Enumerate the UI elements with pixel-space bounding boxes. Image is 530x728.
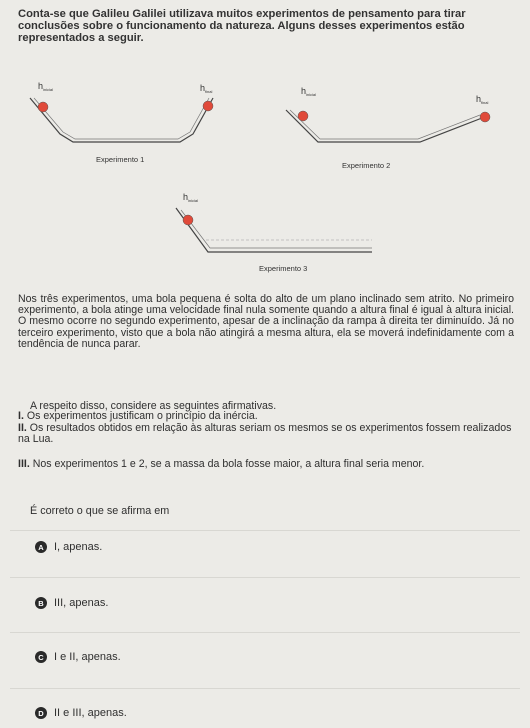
divider (10, 530, 520, 531)
statement-number: I. (18, 410, 24, 422)
option-text: II e III, apenas. (54, 707, 127, 719)
statement-2 (18, 423, 516, 445)
statement-number: II. (18, 422, 27, 434)
h-final-label-exp1: $h_{final}$ (200, 83, 213, 94)
divider (10, 632, 520, 633)
statement-number: III. (18, 458, 30, 470)
h-initial-label-exp3: $h_{inicial}$ (183, 192, 199, 203)
ball-exp3-start (183, 215, 193, 225)
h-initial-label-exp2: $h_{inicial}$ (301, 86, 317, 97)
experiment-1-diagram (30, 81, 213, 164)
ball-exp1-end (203, 101, 213, 111)
divider (10, 688, 520, 689)
statement-1 (18, 411, 516, 422)
experiments-diagram (0, 70, 530, 280)
option-a[interactable] (35, 537, 505, 557)
option-letter-badge: A (35, 541, 47, 553)
option-d[interactable] (35, 703, 505, 723)
question-prompt: A respeito disso, considere as seguintes afirmativas. (30, 400, 277, 412)
experiment-2-label: Experimento 2 (342, 161, 391, 170)
divider (10, 577, 520, 578)
h-initial-label-exp1: $h_{inicial}$ (38, 81, 54, 92)
option-text: I, apenas. (54, 541, 103, 553)
option-letter-badge: D (35, 707, 47, 719)
statement-text: Os experimentos justificam o princípio da inércia. (26, 410, 258, 422)
answer-prompt: É correto o que se afirma em (30, 505, 170, 517)
statement-text: Nos experimentos 1 e 2, se a massa da bola fosse maior, a altura final seria menor. (32, 458, 425, 470)
experiment-1-label: Experimento 1 (96, 155, 145, 164)
statement-text: Os resultados obtidos em relação às alturas seriam os mesmos se os experimentos fossem realizados na Lua. (18, 422, 512, 446)
option-letter-badge: B (35, 597, 47, 609)
experiments-figure (0, 70, 530, 280)
option-c[interactable] (35, 647, 505, 667)
option-text: III, apenas. (54, 597, 109, 609)
ball-exp2-end (480, 112, 490, 122)
option-b[interactable] (35, 593, 505, 613)
intro-text: Conta-se que Galileu Galilei utilizava muitos experimentos de pensamento para tirar conclusões sobre o funcionamento da natureza. Alguns desses experimentos estão representados a seguir. (18, 8, 466, 44)
option-letter-badge: C (35, 651, 47, 663)
experiment-3-label: Experimento 3 (259, 264, 308, 273)
option-text: I e II, apenas. (54, 651, 121, 663)
explanation-paragraph: Nos três experimentos, uma bola pequena é solta do alto de um plano inclinado sem atrito. No primeiro experimento, a bola atinge uma velocidade final nula somente quando a altura final é igual à altura inicial. O mesmo ocorre no segundo experimento, apesar de a inclinação da rampa à direita ter diminuído. Já no terceiro experimento, visto que a bola não atingirá a mesma altura, ela se moverá indefinidamente com a tendência de nunca parar. (18, 293, 514, 350)
statement-3 (18, 459, 516, 470)
experiment-3-diagram (176, 192, 372, 273)
h-final-label-exp2: $h_{final}$ (476, 94, 489, 105)
experiment-2-diagram (286, 86, 490, 170)
ball-exp2-start (298, 111, 308, 121)
ball-exp1-start (38, 102, 48, 112)
